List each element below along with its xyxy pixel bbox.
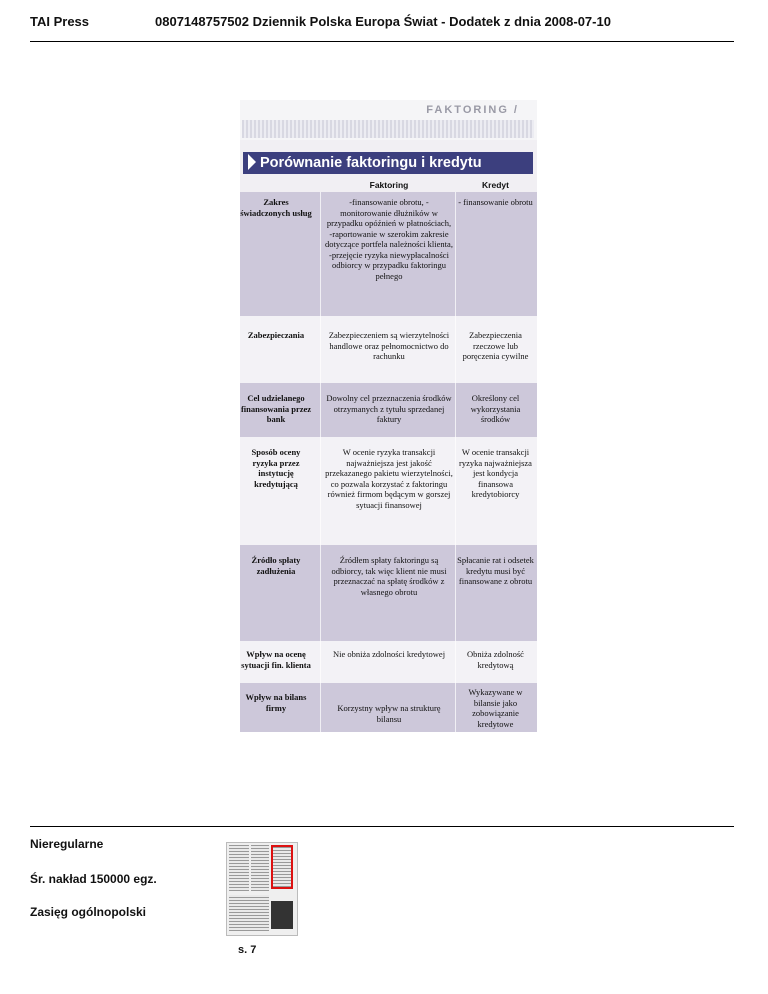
- table-heading: [243, 152, 533, 174]
- table-row: [240, 437, 537, 545]
- column-divider: [455, 192, 456, 732]
- table-heading-text: Porównanie faktoringu i kredytu: [260, 155, 482, 171]
- cell-faktoring: Źródłem spłaty faktoringu są odbiorcy, tak więc klient nie musi przeznaczać na spłatę środków z własnego obrotu: [331, 555, 447, 597]
- cell-kredyt: W ocenie transakcji ryzyka najważniejsza jest kondycja finansowa kredytobiorcy: [459, 447, 532, 499]
- column-divider: [320, 192, 321, 732]
- cell-faktoring: W ocenie ryzyka transakcji najważniejsza jest jakość przekazanego pakietu wierzytelności, co pozwala korzystać z faktoringu również firmom będącym w gorszej sytuacji finansowej: [325, 447, 453, 510]
- row-label: Źródło spłaty zadłużenia: [251, 555, 301, 576]
- arrow-icon: [248, 154, 256, 170]
- cell-faktoring: Dowolny cel przeznaczenia środków otrzymanych z tytułu sprzedanej faktury: [326, 393, 452, 424]
- cell-kredyt: Określony cel wykorzystania środków: [470, 393, 521, 424]
- table-row: [240, 641, 537, 683]
- cell-kredyt: Wykazywane w bilansie jako zobowiązanie kredytowe: [468, 687, 523, 729]
- cell-kredyt: - finansowanie obrotu: [458, 197, 533, 207]
- header-divider: [30, 41, 734, 42]
- table-row: [240, 316, 537, 383]
- section-masthead: FAKTORING /: [426, 104, 519, 116]
- table-row: [240, 683, 537, 732]
- cell-faktoring: Korzystny wpływ na strukturę bilansu: [337, 703, 441, 724]
- thumbnail-photo: [271, 901, 293, 929]
- row-label: Sposób oceny ryzyka przez instytucję kredytującą: [251, 447, 301, 489]
- newspaper-clipping: [240, 100, 537, 732]
- row-label: Zakres świadczonych usług: [240, 197, 312, 218]
- table-row: [240, 545, 537, 641]
- footer-divider: [30, 826, 734, 827]
- row-label: Zabezpieczania: [247, 330, 305, 340]
- clipping-stripe: [242, 120, 534, 138]
- page-number: s. 7: [238, 944, 257, 956]
- row-label: Wpływ na ocenę sytuacji fin. klienta: [241, 649, 311, 670]
- row-label: Wpływ na bilans firmy: [245, 692, 307, 713]
- publisher-name: TAI Press: [30, 14, 90, 29]
- cell-faktoring: Zabezpieczeniem są wierzytelności handlowe oraz pełnomocnictwo do rachunku: [328, 330, 450, 361]
- table-row: [240, 192, 537, 316]
- circulation-label: Śr. nakład 150000 egz.: [30, 872, 157, 886]
- frequency-label: Nieregularne: [30, 837, 104, 851]
- table-row: [240, 383, 537, 437]
- reach-label: Zasięg ogólnopolski: [30, 905, 147, 919]
- highlight-frame: [271, 845, 293, 889]
- page-header: [0, 0, 768, 42]
- row-label: Cel udzielanego finansowania przez bank: [240, 393, 312, 424]
- publication-title: 0807148757502 Dziennik Polska Europa Świat - Dodatek z dnia 2008-07-10: [155, 14, 611, 29]
- cell-faktoring: -finansowanie obrotu, -monitorowanie dłużników w przypadku opóźnień w płatnościach, -raportowanie w szerokim zakresie dotyczące portfela należności klienta, -przejęcie ryzyka niewypłacalności odbiorcy w przypadku faktoringu pełnego: [325, 197, 453, 281]
- cell-kredyt: Obniża zdolność kredytową: [467, 649, 524, 670]
- cell-faktoring: Nie obniża zdolności kredytowej: [332, 649, 446, 659]
- page-thumbnail: [226, 842, 298, 936]
- cell-kredyt: Spłacanie rat i odsetek kredytu musi być finansowane z obrotu: [457, 555, 534, 586]
- column-header-faktoring: Faktoring: [369, 180, 409, 190]
- cell-kredyt: Zabezpieczenia rzeczowe lub poręczenia cywilne: [462, 330, 529, 361]
- column-header-kredyt: Kredyt: [482, 180, 509, 190]
